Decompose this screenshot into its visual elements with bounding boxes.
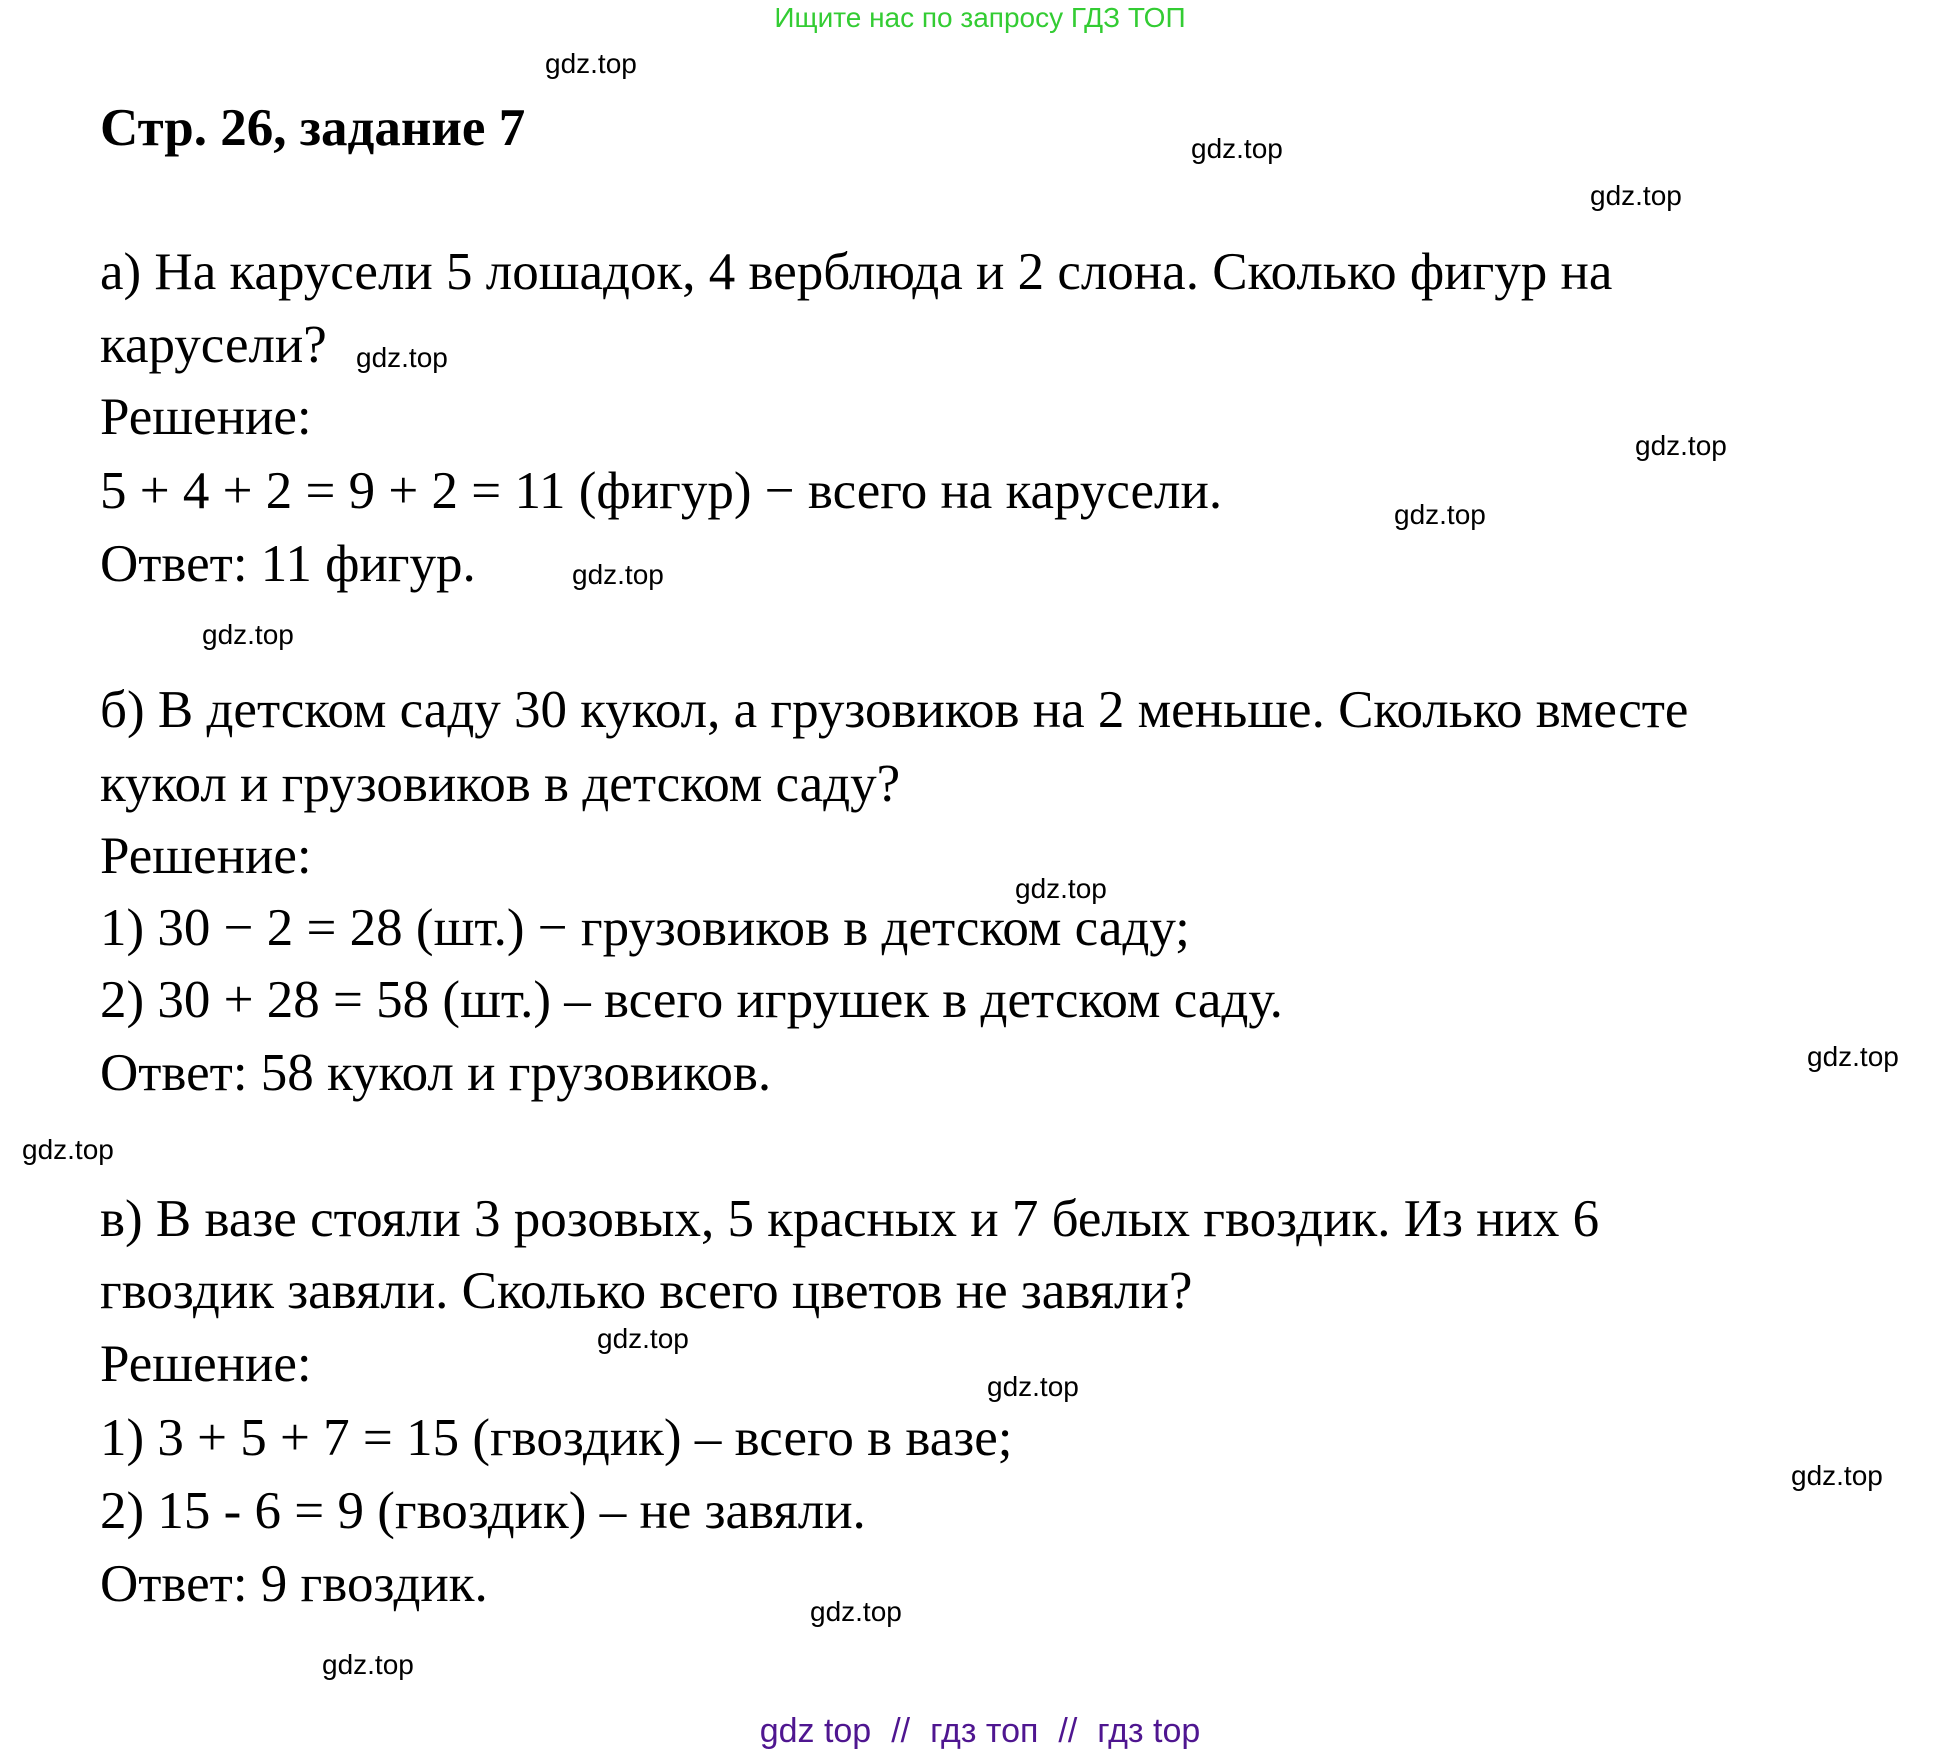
task-b-solution-label: Решение: <box>100 827 312 885</box>
watermark: gdz.top <box>597 1323 689 1354</box>
watermark: gdz.top <box>322 1649 414 1680</box>
watermark: gdz.top <box>572 559 664 590</box>
task-c-step-1: 1) 3 + 5 + 7 = 15 (гвоздик) – всего в вазе; <box>100 1409 1013 1467</box>
watermark: gdz.top <box>1015 873 1107 904</box>
watermark: gdz.top <box>1791 1460 1883 1491</box>
task-a-solution: 5 + 4 + 2 = 9 + 2 = 11 (фигур) − всего на карусели. <box>100 462 1223 520</box>
footer-link-gdz-top-ru[interactable]: гдз топ <box>930 1712 1039 1750</box>
watermark: gdz.top <box>1191 133 1283 164</box>
task-c-answer: Ответ: 9 гвоздик. <box>100 1555 488 1613</box>
watermark: gdz.top <box>987 1371 1079 1402</box>
footer-link-gdz-top-mixed[interactable]: гдз top <box>1097 1712 1201 1750</box>
task-b-line-2: кукол и грузовиков в детском саду? <box>100 755 901 813</box>
footer-links <box>0 1712 1949 1751</box>
watermark: gdz.top <box>1635 430 1727 461</box>
footer-separator: // <box>1058 1712 1078 1750</box>
watermark: gdz.top <box>22 1134 114 1165</box>
watermark: gdz.top <box>202 619 294 650</box>
task-c-solution-label: Решение: <box>100 1335 312 1393</box>
task-a-line-1: а) На карусели 5 лошадок, 4 верблюда и 2 слона. Сколько фигур на <box>100 243 1613 301</box>
task-c-line-1: в) В вазе стояли 3 розовых, 5 красных и 7 белых гвоздик. Из них 6 <box>100 1190 1600 1248</box>
task-b-step-1: 1) 30 − 2 = 28 (шт.) − грузовиков в детском саду; <box>100 899 1190 957</box>
footer-link-gdz-top[interactable]: gdz top <box>759 1712 872 1750</box>
watermark: gdz.top <box>545 48 637 79</box>
task-b-step-2: 2) 30 + 28 = 58 (шт.) – всего игрушек в детском саду. <box>100 971 1283 1029</box>
search-banner: Ищите нас по запросу ГДЗ ТОП <box>774 2 1186 33</box>
watermark: gdz.top <box>1807 1041 1899 1072</box>
watermark: gdz.top <box>356 342 448 373</box>
page-title: Стр. 26, задание 7 <box>100 99 526 157</box>
task-b-answer: Ответ: 58 кукол и грузовиков. <box>100 1044 772 1102</box>
task-c-step-2: 2) 15 - 6 = 9 (гвоздик) – не завяли. <box>100 1482 866 1540</box>
task-a-line-2: карусели? <box>100 316 327 374</box>
watermark: gdz.top <box>1394 499 1486 530</box>
task-b-line-1: б) В детском саду 30 кукол, а грузовиков на 2 меньше. Сколько вместе <box>100 681 1689 739</box>
task-c-line-2: гвоздик завяли. Сколько всего цветов не завяли? <box>100 1262 1193 1320</box>
watermark: gdz.top <box>810 1596 902 1627</box>
footer-separator: // <box>891 1712 911 1750</box>
watermark: gdz.top <box>1590 180 1682 211</box>
task-a-answer: Ответ: 11 фигур. <box>100 535 476 593</box>
task-a-solution-label: Решение: <box>100 388 312 446</box>
